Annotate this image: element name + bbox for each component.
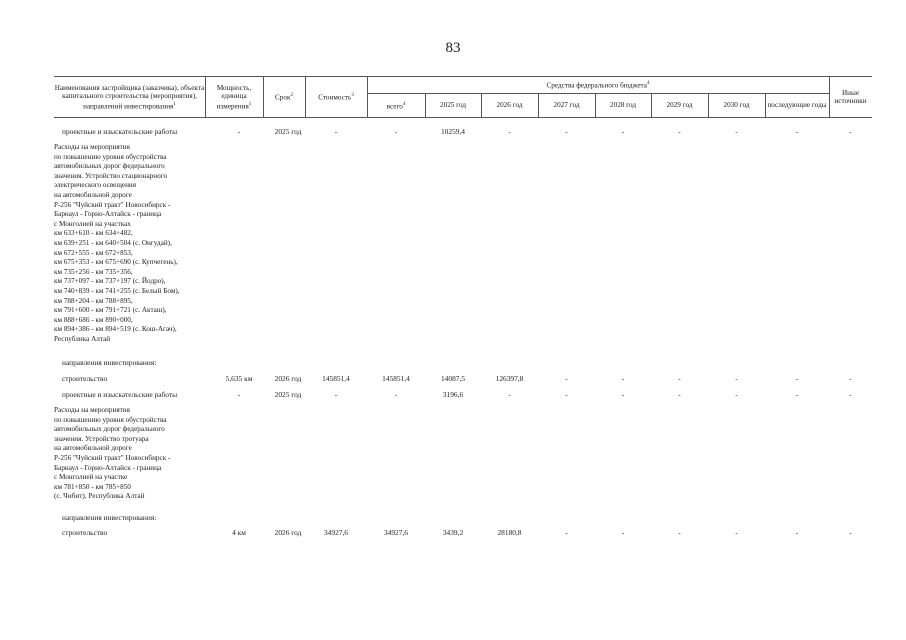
row-other: -: [849, 127, 852, 136]
row-2029: -: [678, 390, 681, 399]
row-2028: -: [621, 374, 625, 383]
header-name: Наименования застройщика (заказчика), объекта капитального строительства (мероприятия), направлений инвестирования$^1$: [54, 83, 205, 110]
row-capacity: -: [237, 127, 241, 136]
header-2026: 2026 год: [496, 101, 523, 110]
row-cost: -: [334, 127, 338, 136]
row-2029: -: [678, 528, 681, 537]
header-total: всего$^4$: [386, 101, 406, 110]
row-2030: -: [735, 390, 738, 399]
row-name: проектные и изыскательские работы: [62, 127, 178, 136]
row-total: -: [394, 127, 398, 136]
row-capacity: 5,635 км: [225, 374, 253, 383]
row-2025: 10259,4: [440, 127, 466, 136]
header-2025: 2025 год: [440, 101, 466, 110]
row-2027: -: [565, 127, 568, 136]
investment-directions-label: направления инвестирования:: [62, 358, 157, 367]
row-term: 2025 год: [274, 127, 302, 136]
investment-directions-label: направления инвестирования:: [62, 513, 157, 522]
row-name: строительство: [62, 374, 108, 383]
row-name: строительство: [62, 528, 108, 537]
row-2025: 3439,2: [442, 528, 464, 537]
row-cost: 34927,6: [323, 528, 349, 537]
row-2027: -: [565, 374, 568, 383]
row-2026: -: [508, 390, 511, 399]
row-other: -: [849, 528, 852, 537]
row-total: 34927,6: [383, 528, 409, 537]
row-2026: 28180,8: [497, 528, 522, 537]
header-other-sources: Иные источники: [834, 88, 867, 105]
header-term: Срок$^2$: [275, 93, 293, 102]
header-2027: 2027 год: [553, 101, 580, 110]
row-later: -: [795, 528, 799, 537]
row-2026: -: [508, 127, 511, 136]
row-name: проектные и изыскательские работы: [62, 390, 178, 399]
row-2026: 126397,8: [495, 374, 524, 383]
row-other: -: [849, 374, 852, 383]
header-federal-budget: Средства федерального бюджета$^4$: [546, 80, 650, 89]
row-2025: 14087,5: [440, 374, 466, 383]
row-capacity: 4 км: [232, 528, 246, 537]
header-2028: 2028 год: [610, 101, 636, 110]
row-other: -: [849, 390, 852, 399]
row-term: 2026 год: [274, 528, 302, 537]
row-2030: -: [735, 374, 738, 383]
row-2028: -: [621, 390, 625, 399]
row-total: -: [394, 390, 398, 399]
row-total: 145851,4: [382, 374, 410, 383]
row-cost: -: [334, 390, 338, 399]
row-later: -: [795, 390, 799, 399]
row-capacity: -: [237, 390, 241, 399]
row-term: 2025 год: [274, 390, 302, 399]
table-header: [54, 76, 872, 118]
page-number: 83: [445, 40, 461, 56]
header-later-years: последующие годы: [767, 101, 827, 110]
row-2029: -: [678, 127, 681, 136]
header-2030: 2030 год: [723, 101, 750, 110]
header-capacity: Мощность, единица измерения$^1$: [216, 83, 252, 110]
row-cost: 145851,4: [322, 374, 350, 383]
row-2030: -: [735, 127, 738, 136]
measure-description: Расходы на мероприятия по повышению уровня обустройства автомобильных дорог федерального значения. Устройство тротуара на автомобильной дороге Р-256 "Чуйский тракт" Новосибирск - Барнаул - Горно-Алтайск - граница с Монголией на участке км 781+850 - км 785+850 (с. Чибит), Республика Алтай: [54, 406, 171, 501]
row-later: -: [795, 374, 799, 383]
row-term: 2026 год: [274, 374, 302, 383]
row-2029: -: [678, 374, 681, 383]
header-cost: Стоимость$^3$: [318, 93, 354, 102]
row-2028: -: [621, 127, 625, 136]
row-later: -: [795, 127, 799, 136]
row-2028: -: [621, 528, 625, 537]
row-2027: -: [565, 390, 568, 399]
row-2027: -: [565, 528, 568, 537]
measure-description: Расходы на мероприятия по повышению уровня обустройства автомобильных дорог федерального значения. Устройство стационарного электрического освещения на автомобильной дороге Р-256 "Чуйский тракт" Новосибирск - Барнаул - Горно-Алтайск - граница с Монголией на участках км 633+610 - км 634+482, км 639+251 - км 640+504 (с. Онгудай), км 672+555 - км 672+853, км 675+353 - км 675+690 (с. Купчегень), км 735+256 - км 735+356, км 737+097 - км 737+197 (с. Йодро), км 740+839 - км 741+255 (с. Белый Бом), км 788+204 - км 788+895, км 791+600 - км 791+721 (с. Акташ), км 888+686 - км 890+000, км 894+386 - км 894+519 (с. Кош-Агач), Республика Алтай: [54, 143, 180, 343]
row-2030: -: [735, 528, 738, 537]
header-2029: 2029 год: [666, 101, 693, 110]
row-2025: 3196,6: [442, 390, 464, 399]
